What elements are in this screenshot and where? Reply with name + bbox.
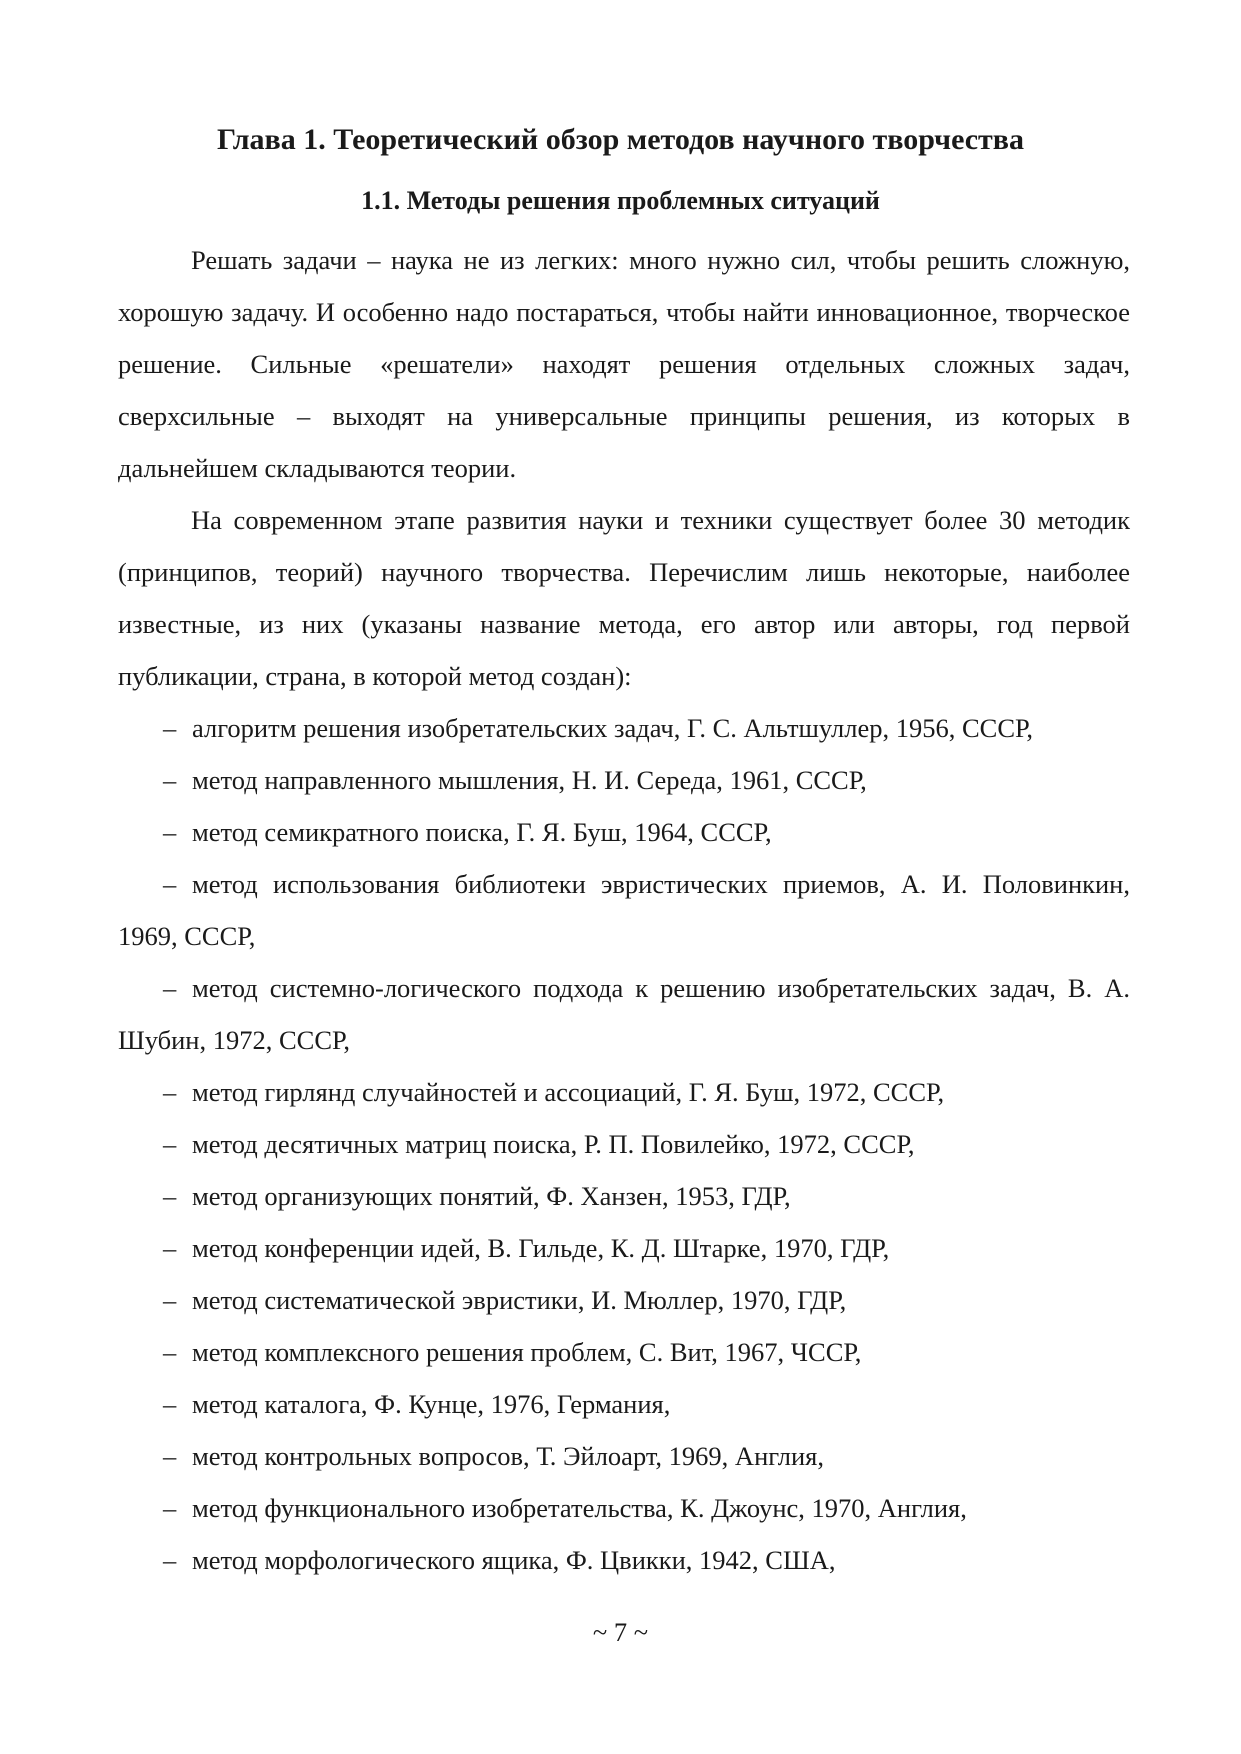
dash-bullet: – <box>163 1545 177 1575</box>
paragraph-intro: Решать задачи – наука не из легких: много нужно сил, чтобы решить сложную, хорошую задачу. И особенно надо постараться, чтобы найти инновационное, творческое решение. Сильные «решатели» находят решения отдельных сложных задач, сверхсильные – выходят на универсальные принципы решения, из которых в дальнейшем складываются теории. <box>118 245 1130 483</box>
list-item: – метод направленного мышления, Н. И. Середа, 1961, СССР, <box>118 754 1130 806</box>
dash-bullet: – <box>163 1493 177 1523</box>
dash-bullet: – <box>163 1337 177 1367</box>
list-item: – метод контрольных вопросов, Т. Эйлоарт, 1969, Англия, <box>118 1430 1130 1482</box>
list-item: – метод функционального изобретательства, К. Джоунс, 1970, Англия, <box>118 1482 1130 1534</box>
dash-bullet: – <box>163 1077 177 1107</box>
page-number: ~ 7 ~ <box>592 1617 649 1647</box>
list-item: – метод организующих понятий, Ф. Ханзен, 1953, ГДР, <box>118 1170 1130 1222</box>
list-item: – метод гирлянд случайностей и ассоциаций, Г. Я. Буш, 1972, СССР, <box>118 1066 1130 1118</box>
dash-bullet: – <box>163 973 177 1003</box>
dash-bullet: – <box>163 1181 177 1211</box>
dash-bullet: – <box>163 765 177 795</box>
dash-bullet: – <box>163 1389 177 1419</box>
dash-bullet: – <box>163 817 177 847</box>
list-item: – метод систематической эвристики, И. Мюллер, 1970, ГДР, <box>118 1274 1130 1326</box>
dash-bullet: – <box>163 1441 177 1471</box>
list-item: – метод морфологического ящика, Ф. Цвикки, 1942, США, <box>118 1534 1130 1586</box>
dash-bullet: – <box>163 869 177 899</box>
chapter-title: Глава 1. Теоретический обзор методов научного творчества <box>217 123 1024 156</box>
list-item: – алгоритм решения изобретательских задач, Г. С. Альтшуллер, 1956, СССР, <box>118 702 1130 754</box>
paragraph-methods-overview: На современном этапе развития науки и техники существует более 30 методик (принципов, теорий) научного творчества. Перечислим лишь некоторые, наиболее известные, из них (указаны название метода, его автор или авторы, год первой публикации, страна, в которой метод создан): <box>118 505 1130 691</box>
body-text <box>118 234 1130 1586</box>
dash-bullet: – <box>163 1233 177 1263</box>
dash-bullet: – <box>163 1285 177 1315</box>
dash-bullet: – <box>163 1129 177 1159</box>
section-title: 1.1. Методы решения проблемных ситуаций <box>361 186 880 215</box>
list-item: – метод использования библиотеки эвристических приемов, А. И. Половинкин, 1969, СССР, <box>118 858 1130 962</box>
list-item: – метод системно-логического подхода к решению изобретательских задач, В. А. Шубин, 1972, СССР, <box>118 962 1130 1066</box>
list-item: – метод каталога, Ф. Кунце, 1976, Германия, <box>118 1378 1130 1430</box>
list-item: – метод комплексного решения проблем, С. Вит, 1967, ЧССР, <box>118 1326 1130 1378</box>
list-item: – метод семикратного поиска, Г. Я. Буш, 1964, СССР, <box>118 806 1130 858</box>
dash-bullet: – <box>163 713 177 743</box>
methods-list <box>118 702 1130 1586</box>
list-item: – метод десятичных матриц поиска, Р. П. Повилейко, 1972, СССР, <box>118 1118 1130 1170</box>
list-item: – метод конференции идей, В. Гильде, К. Д. Штарке, 1970, ГДР, <box>118 1222 1130 1274</box>
